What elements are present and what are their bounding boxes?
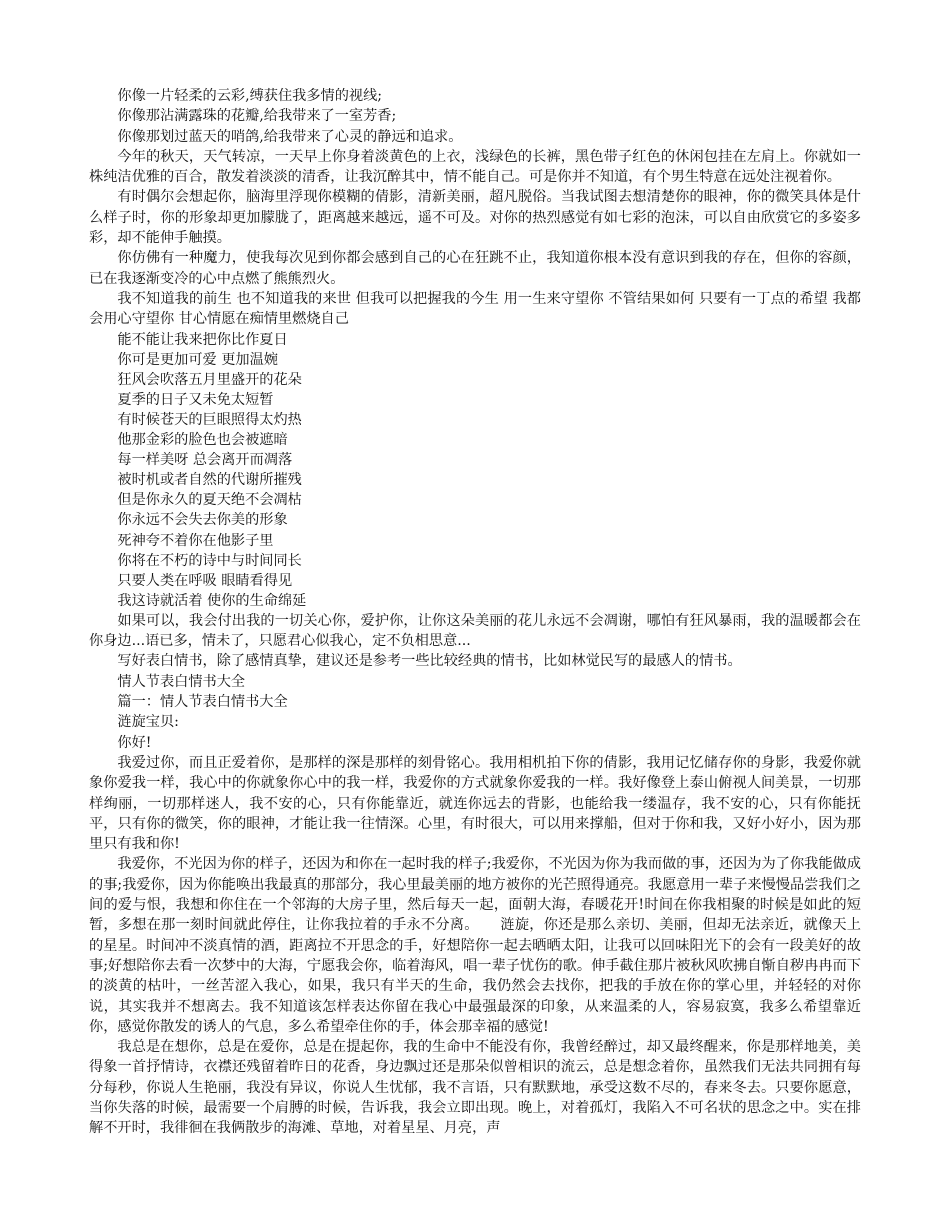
verse-line: 夏季的日子又未免太短暂 xyxy=(117,391,274,408)
paragraph: 有时偶尔会想起你，脑海里浮现你模糊的倩影，清新美丽，超凡脱俗。当我试图去想清楚你的眼神，你的微笑具体是什么样子时，你的形象却更加朦胧了，距离越来越远，遥不可及。对你的热烈感觉有如七彩的泡沫，可以自由欣赏它的多姿多彩，却不能伸手触摸。 xyxy=(89,189,861,247)
section-title: 情人节表白情书大全 xyxy=(117,673,246,690)
verse-line: 但是你永久的夏天绝不会凋枯 xyxy=(117,492,302,509)
verse-line: 每一样美呀 总会离开而凋落 xyxy=(117,452,293,469)
document-body xyxy=(89,86,861,1139)
subsection-title: 篇一：情人节表白情书大全 xyxy=(117,694,288,711)
verse-line: 我这诗就活着 使你的生命绵延 xyxy=(117,592,307,609)
paragraph: 我总是在想你，总是在爱你，总是在提起你，我的生命中不能没有你，我曾经醉过，却又最终醒来，你是那样地美，美得象一首抒情诗，衣襟还残留着昨日的花香，身边飘过还是那朵似曾相识的流云，总是想念着你，虽然我们无法共同拥有每分每秒，你说人生艳丽，我没有异议，你说人生忧郁，我不言语，只有默默地，承受这数不尽的，春来冬去。只要你愿意，当你失落的时候，最需要一个肩膊的时候，告诉我，我会立即出现。晚上，对着孤灯，我陷入不可名状的思念之中。实在排解不开时，我徘徊在我俩散步的海滩、草地，对着星星、月亮，声 xyxy=(89,1039,861,1137)
greeting: 你好! xyxy=(117,734,152,751)
verse-line: 他那金彩的脸色也会被遮暗 xyxy=(117,432,288,449)
intro-line: 你像那划过蓝天的哨鸽,给我带来了心灵的静远和追求。 xyxy=(117,128,463,145)
verse-line: 你将在不朽的诗中与时间同长 xyxy=(117,552,302,569)
paragraph: 今年的秋天，天气转凉，一天早上你身着淡黄色的上衣，浅绿色的长裤，黑色带子红色的休闲包挂在左肩上。你就如一株纯洁优雅的百合，散发着淡淡的清香，让我沉醉其中，情不能自己。可是你并不知道，有个男生特意在远处注视着你。 xyxy=(89,148,861,186)
verse-line: 死神夸不着你在他影子里 xyxy=(117,532,274,549)
verse-line: 被时机或者自然的代谢所摧残 xyxy=(117,472,302,489)
verse-line: 有时候苍天的巨眼照得太灼热 xyxy=(117,411,302,428)
verse-line: 你永远不会失去你美的形象 xyxy=(117,512,288,529)
intro-line: 你像那沾满露珠的花瓣,给我带来了一室芳香; xyxy=(117,108,397,125)
paragraph: 写好表白情书，除了感情真挚，建议还是参考一些比较经典的情书，比如林觉民写的最感人的情书。 xyxy=(117,653,742,670)
verse-line: 你可是更加可爱 更加温婉 xyxy=(117,351,278,368)
paragraph: 如果可以，我会付出我的一切关心你，爱护你，让你这朵美丽的花儿永远不会凋谢，哪怕有狂风暴雨，我的温暖都会在你身边...语已多，情未了，只愿君心似我心，定不负相思意... xyxy=(89,612,861,650)
verse-line: 只要人类在呼吸 眼睛看得见 xyxy=(117,572,293,589)
paragraph: 我爱你，不光因为你的样子，还因为和你在一起时我的样子;我爱你，不光因为你为我而做的事，还因为为了你我能做成的事;我爱你，因为你能唤出我最真的那部分，我心里最美丽的地方被你的光芒照得通亮。我愿意用一辈子来慢慢品尝我们之间的爱与恨，我想和你住在一个邻海的大房子里，然后每天一起，面朝大海，春暖花开!时间在你我相聚的时候是如此的短暂，多想在那一刻时间就此停住，让你我拉着的手永不分离。 涟旋，你还是那么亲切、美丽，但却无法亲近，就像天上的星星。时间冲不淡真情的酒，距离拉不开思念的手，好想陪你一起去晒晒太阳，让我可以回味阳光下的会有一段美好的故事;好想陪你去看一次梦中的大海，宁愿我会你，临着海风，唱一辈子忧伤的歌。伸手截住那片被秋风吹拂自惭自秽冉冉而下的淡黄的枯叶，一丝苦涩入我心，如果，我只有半天的生命，我仍然会去找你，把我的手放在你的掌心里，并轻轻的对你说，其实我并不想离去。我不知道该怎样表达你留在我心中最强最深的印象，从来温柔的人，容易寂寞，我多么希望靠近你，感觉你散发的诱人的气息，多么希望牵住你的手，体会那幸福的感觉! xyxy=(89,856,861,1035)
paragraph: 我不知道我的前生 也不知道我的来世 但我可以把握我的今生 用一生来守望你 不管结果如何 只要有一丁点的希望 我都会用心守望你 甘心情愿在痴情里燃烧自己 xyxy=(89,290,861,328)
paragraph: 你仿佛有一种魔力，使我每次见到你都会感到自己的心在狂跳不止，我知道你根本没有意识到我的存在，但你的容颜，已在我逐渐变冷的心中点燃了熊熊烈火。 xyxy=(89,250,861,287)
salutation: 涟旋宝贝: xyxy=(117,714,179,731)
intro-line: 你像一片轻柔的云彩,缚获住我多情的视线; xyxy=(117,88,383,104)
verse-line: 能不能让我来把你比作夏日 xyxy=(117,331,288,348)
paragraph: 我爱过你，而且正爱着你，是那样的深是那样的刻骨铭心。我用相机拍下你的倩影，我用记忆储存你的身影，我爱你就象你爱我一样，我心中的你就象你心中的我一样，我爱你的方式就象你爱我的一样。我好像登上泰山俯视人间美景，一切那样绚丽，一切那样迷人，我不安的心，只有你能靠近，就连你远去的背影，也能给我一缕温存，我不安的心，只有你能抚平，只有你的微笑，你的眼神，才能让我一往情深。心里，有时很大，可以用来撑船，但对于你和我，又好小好小，因为那里只有我和你! xyxy=(89,754,861,853)
verse-line: 狂风会吹落五月里盛开的花朵 xyxy=(117,371,302,388)
